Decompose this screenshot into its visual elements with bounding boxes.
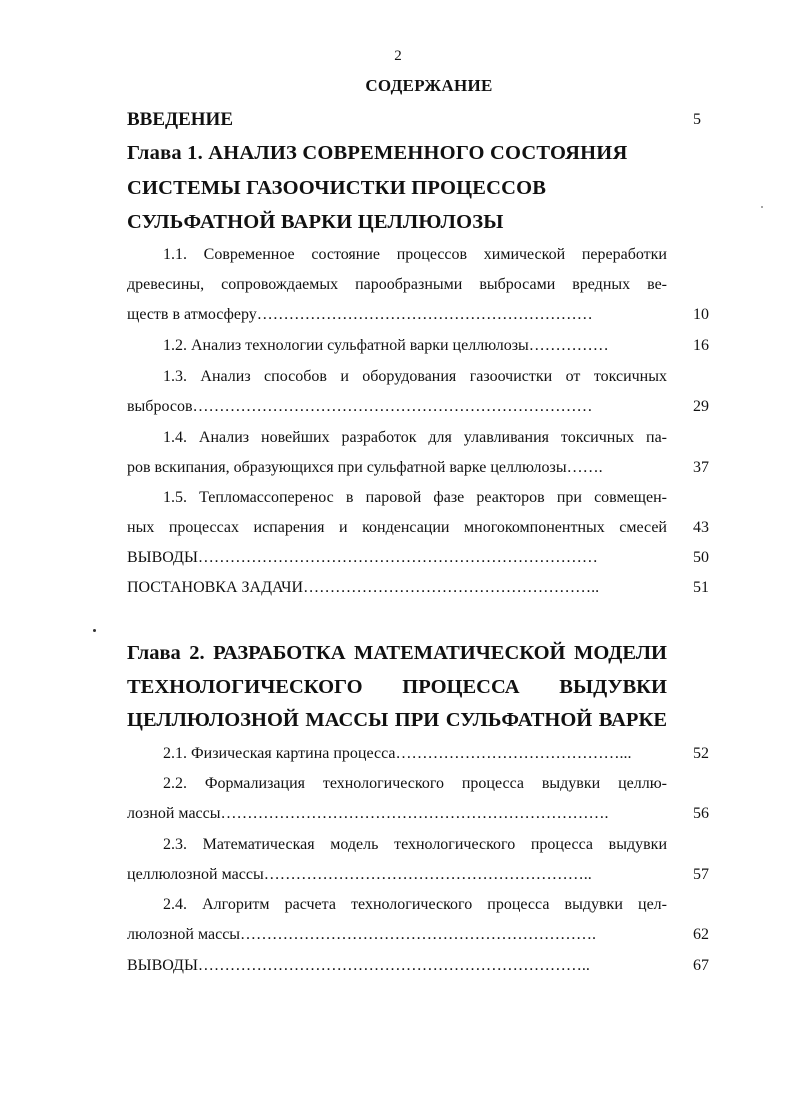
toc-entry-conclusions-1: ВЫВОДЫ………………………………………………………………… (127, 549, 598, 566)
toc-entry-2-3-line-2: целлюлозной массы…………………………………………………….. (127, 866, 592, 883)
toc-entry-2-3-line-1: 2.3. Математическая модель технологического процесса выдувки (163, 836, 667, 853)
intro-page-number: 5 (693, 111, 701, 128)
toc-entry-2-4-line-1: 2.4. Алгоритм расчета технологического процесса выдувки цел- (163, 896, 667, 913)
toc-entry-1-1-page: 10 (693, 306, 709, 323)
toc-entry-1-2-line-1: 1.2. Анализ технологии сульфатной варки целлюлозы…………… (163, 337, 609, 354)
toc-entry-1-5-line-2: ных процессах испарения и конденсации многокомпонентных смесей (127, 519, 667, 536)
toc-entry-1-1-line-2: древесины, сопровождаемых парообразными выбросами вредных ве- (127, 276, 667, 293)
toc-entry-1-4-line-1: 1.4. Анализ новейших разработок для улавливания токсичных па- (163, 429, 667, 446)
intro-label: ВВЕДЕНИЕ (127, 109, 233, 130)
page-number: 2 (394, 48, 402, 64)
toc-entry-2-4-page: 62 (693, 926, 709, 943)
chapter1-heading-line-3: СУЛЬФАТНОЙ ВАРКИ ЦЕЛЛЮЛОЗЫ (127, 211, 504, 233)
toc-entry-2-2-line-1: 2.2. Формализация технологического процесса выдувки целлю- (163, 775, 667, 792)
toc-entry-2-3-page: 57 (693, 866, 709, 883)
toc-entry-1-1-line-1: 1.1. Современное состояние процессов химической переработки (163, 246, 667, 263)
chapter1-heading-line-2: СИСТЕМЫ ГАЗООЧИСТКИ ПРОЦЕССОВ (127, 177, 547, 199)
scan-speck (761, 206, 763, 208)
chapter2-heading-line-3: ЦЕЛЛЮЛОЗНОЙ МАССЫ ПРИ СУЛЬФАТНОЙ ВАРКЕ (127, 709, 667, 731)
scan-speck (93, 629, 96, 632)
toc-entry-1-5-page: 43 (693, 519, 709, 536)
chapter2-heading-line-2: ТЕХНОЛОГИЧЕСКОГО ПРОЦЕССА ВЫДУВКИ (127, 676, 667, 698)
toc-entry-2-1-line-1: 2.1. Физическая картина процесса……………………………………... (163, 745, 632, 762)
chapter2-heading-line-1: Глава 2. РАЗРАБОТКА МАТЕМАТИЧЕСКОЙ МОДЕЛИ (127, 642, 667, 664)
toc-entry-1-3-line-2: выбросов………………………………………………………………… (127, 398, 593, 415)
toc-entry-1-2-page: 16 (693, 337, 709, 354)
toc-entry-1-5-line-1: 1.5. Тепломассоперенос в паровой фазе реакторов при совмещен- (163, 489, 667, 506)
toc-title: СОДЕРЖАНИЕ (365, 76, 493, 95)
toc-entry-conclusions-2-page: 67 (693, 957, 709, 974)
toc-entry-problem-statement-page: 51 (693, 579, 709, 596)
toc-entry-1-1-line-3: ществ в атмосферу……………………………………………………… (127, 306, 593, 323)
toc-entry-conclusions-2: ВЫВОДЫ……………………………………………………………….. (127, 957, 590, 974)
toc-entry-1-3-line-1: 1.3. Анализ способов и оборудования газоочистки от токсичных (163, 368, 667, 385)
toc-entry-problem-statement: ПОСТАНОВКА ЗАДАЧИ……………………………………………….. (127, 579, 600, 596)
toc-entry-2-2-page: 56 (693, 805, 709, 822)
toc-entry-2-4-line-2: люлозной массы…………………………………………………………. (127, 926, 597, 943)
chapter1-heading-line-1: Глава 1. АНАЛИЗ СОВРЕМЕННОГО СОСТОЯНИЯ (127, 142, 628, 164)
toc-entry-conclusions-1-page: 50 (693, 549, 709, 566)
toc-entry-1-4-line-2: ров вскипания, образующихся при сульфатной варке целлюлозы……. (127, 459, 603, 476)
toc-entry-1-3-page: 29 (693, 398, 709, 415)
toc-entry-1-4-page: 37 (693, 459, 709, 476)
toc-entry-2-2-line-2: лозной массы………………………………………………………………. (127, 805, 609, 822)
toc-entry-2-1-page: 52 (693, 745, 709, 762)
